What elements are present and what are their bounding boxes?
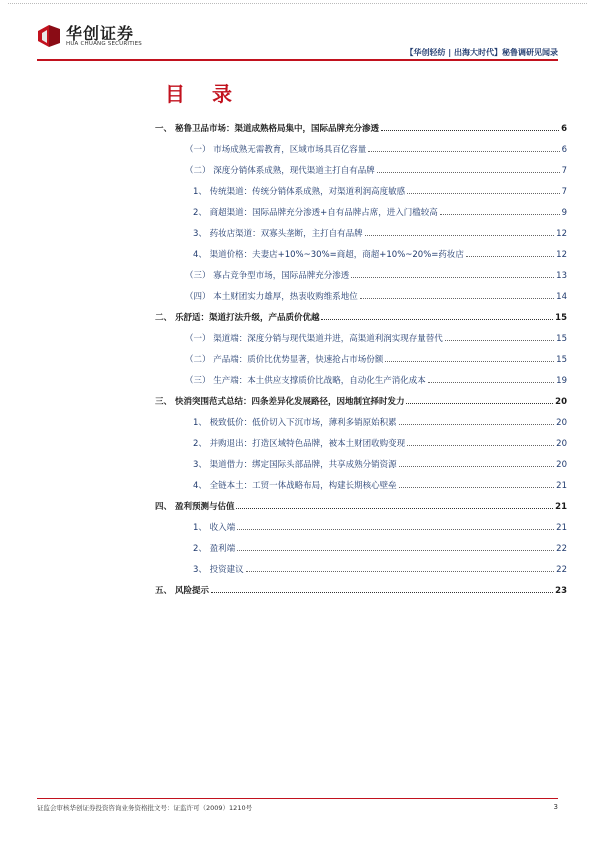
toc-entry[interactable] — [155, 561, 567, 575]
toc-entry[interactable] — [155, 477, 567, 491]
toc-entry-title: （二） 产品端：质价比优势显著，快速抢占市场份额 — [185, 355, 384, 365]
toc-entry-title: 三、 快消突围范式总结：四条差异化发展路径，因地制宜择时发力 — [155, 397, 405, 407]
toc-entry-page: 20 — [556, 418, 567, 428]
toc-entry-title: 2、 商超渠道：国际品牌充分渗透+自有品牌占席，进入门槛较高 — [193, 208, 438, 218]
toc-leader-dots — [406, 403, 553, 404]
toc-entry[interactable] — [155, 183, 567, 197]
toc-entry-page: 13 — [556, 271, 567, 281]
toc-entry-page: 6 — [561, 145, 567, 155]
footer-divider — [37, 798, 558, 799]
toc-entry[interactable] — [155, 456, 567, 470]
toc-entry-page: 9 — [561, 208, 567, 218]
toc-entry-page: 20 — [555, 397, 567, 407]
footer-license: 证监会审核华创证券投资咨询业务资格批文号：证监许可（2009）1210号 — [37, 804, 253, 812]
toc-leader-dots — [365, 235, 555, 236]
toc-entry-page: 12 — [556, 229, 567, 239]
toc-entry[interactable] — [155, 141, 567, 155]
toc-entry-title: 五、 风险提示 — [155, 586, 209, 596]
toc-entry-title: 4、 渠道价格：夫妻店+10%~30%=商超，商超+10%~20%=药妆店 — [193, 250, 464, 260]
toc-leader-dots — [368, 151, 559, 152]
logo-text-en: HUA CHUANG SECURITIES — [66, 41, 142, 47]
toc-entry[interactable] — [155, 225, 567, 239]
toc-entry-title: 1、 收入端 — [193, 523, 236, 533]
toc-leader-dots — [428, 382, 554, 383]
toc-entry-title: 1、 传统渠道：传统分销体系成熟，对渠道利润高度敏感 — [193, 187, 406, 197]
toc-leader-dots — [237, 529, 554, 530]
report-tag: 【华创轻纺 | 出海大时代】秘鲁调研见闻录 — [405, 48, 558, 57]
toc-entry-title: （一） 市场成熟无需教育，区域市场具百亿容量 — [185, 145, 367, 155]
toc-entry[interactable] — [155, 519, 567, 533]
toc-entry[interactable] — [155, 204, 567, 218]
toc-entry-page: 21 — [556, 481, 567, 491]
toc-entry-page: 12 — [556, 250, 567, 260]
toc-entry[interactable] — [155, 120, 567, 134]
toc-entry-page: 19 — [556, 376, 567, 386]
toc-leader-dots — [360, 298, 554, 299]
toc-entry-page: 22 — [556, 565, 567, 575]
toc-entry[interactable] — [155, 288, 567, 302]
toc-leader-dots — [407, 193, 559, 194]
toc-entry[interactable] — [155, 582, 567, 596]
toc-entry-title: 3、 投资建议 — [193, 565, 244, 575]
page-number: 3 — [553, 803, 558, 811]
toc-entry-title: 1、 极致低价：低价切入下沉市场，薄利多销原始积累 — [193, 418, 397, 428]
toc-entry-page: 15 — [556, 334, 567, 344]
toc-leader-dots — [211, 592, 553, 593]
toc-entry-title: 四、 盈利预测与估值 — [155, 502, 235, 512]
toc-entry-title: （四） 本土财团实力雄厚，热衷收购维系地位 — [185, 292, 358, 302]
toc-leader-dots — [399, 424, 555, 425]
page-title: 目 录 — [165, 82, 242, 106]
toc-leader-dots — [399, 487, 555, 488]
logo-mark-icon — [38, 23, 60, 47]
toc-leader-dots — [385, 361, 554, 362]
toc-entry-page: 7 — [561, 187, 567, 197]
toc-entry[interactable] — [155, 309, 567, 323]
toc-entry-title: 二、 乐舒适：渠道打法升级，产品质价优越 — [155, 313, 320, 323]
toc-leader-dots — [237, 550, 554, 551]
toc-entry[interactable] — [155, 414, 567, 428]
toc-entry-title: 3、 渠道借力：绑定国际头部品牌，共享成熟分销资源 — [193, 460, 397, 470]
toc-entry-title: （一） 渠道端：深度分销与现代渠道并进，高渠道利润实现存量替代 — [185, 334, 443, 344]
toc-leader-dots — [321, 319, 553, 320]
toc-entry[interactable] — [155, 498, 567, 512]
toc-entry-title: （二） 深度分销体系成熟，现代渠道主打自有品牌 — [185, 166, 375, 176]
toc-entry-page: 23 — [555, 586, 567, 596]
toc-entry-page: 22 — [556, 544, 567, 554]
top-dotted-rule — [8, 3, 587, 4]
toc-entry-title: 一、 秘鲁卫品市场：渠道成熟格局集中，国际品牌充分渗透 — [155, 124, 379, 134]
toc-entry-page: 20 — [556, 460, 567, 470]
toc-entry-title: 4、 全链本土：工贸一体战略布局，构建长期核心壁垒 — [193, 481, 397, 491]
toc-entry-title: （三） 生产端：本土供应支撑质价比战略，自动化生产消化成本 — [185, 376, 426, 386]
toc-entry-page: 7 — [561, 166, 567, 176]
toc-entry[interactable] — [155, 330, 567, 344]
toc-entry-title: 2、 盈利端 — [193, 544, 236, 554]
toc-entry-title: （三） 寡占竞争型市场，国际品牌充分渗透 — [185, 271, 350, 281]
toc-entry[interactable] — [155, 162, 567, 176]
toc-leader-dots — [466, 256, 554, 257]
toc-entry-page: 6 — [561, 124, 567, 134]
toc-entry[interactable] — [155, 393, 567, 407]
toc-leader-dots — [236, 508, 553, 509]
toc-entry-page: 15 — [555, 313, 567, 323]
toc-entry-page: 21 — [555, 502, 567, 512]
toc-leader-dots — [246, 571, 555, 572]
toc-entry-page: 14 — [556, 292, 567, 302]
logo-text-cn: 华创证券 — [66, 24, 135, 43]
toc-entry[interactable] — [155, 246, 567, 260]
toc-entry[interactable] — [155, 267, 567, 281]
toc-leader-dots — [399, 466, 555, 467]
toc-leader-dots — [381, 130, 559, 131]
toc-entry-page: 15 — [556, 355, 567, 365]
toc-leader-dots — [445, 340, 554, 341]
toc-leader-dots — [407, 445, 554, 446]
toc-leader-dots — [351, 277, 554, 278]
toc-leader-dots — [377, 172, 560, 173]
toc-entry[interactable] — [155, 540, 567, 554]
toc-entry-page: 20 — [556, 439, 567, 449]
toc-entry[interactable] — [155, 351, 567, 365]
toc-entry-title: 2、 并购退出：打造区域特色品牌，被本土财团收购变现 — [193, 439, 406, 449]
header-divider — [37, 59, 558, 61]
company-logo — [38, 21, 158, 51]
toc-entry-title: 3、 药妆店渠道：双寡头垄断，主打自有品牌 — [193, 229, 363, 239]
toc-entry[interactable] — [155, 372, 567, 386]
toc-leader-dots — [440, 214, 560, 215]
toc-entry-page: 21 — [556, 523, 567, 533]
toc-entry[interactable] — [155, 435, 567, 449]
